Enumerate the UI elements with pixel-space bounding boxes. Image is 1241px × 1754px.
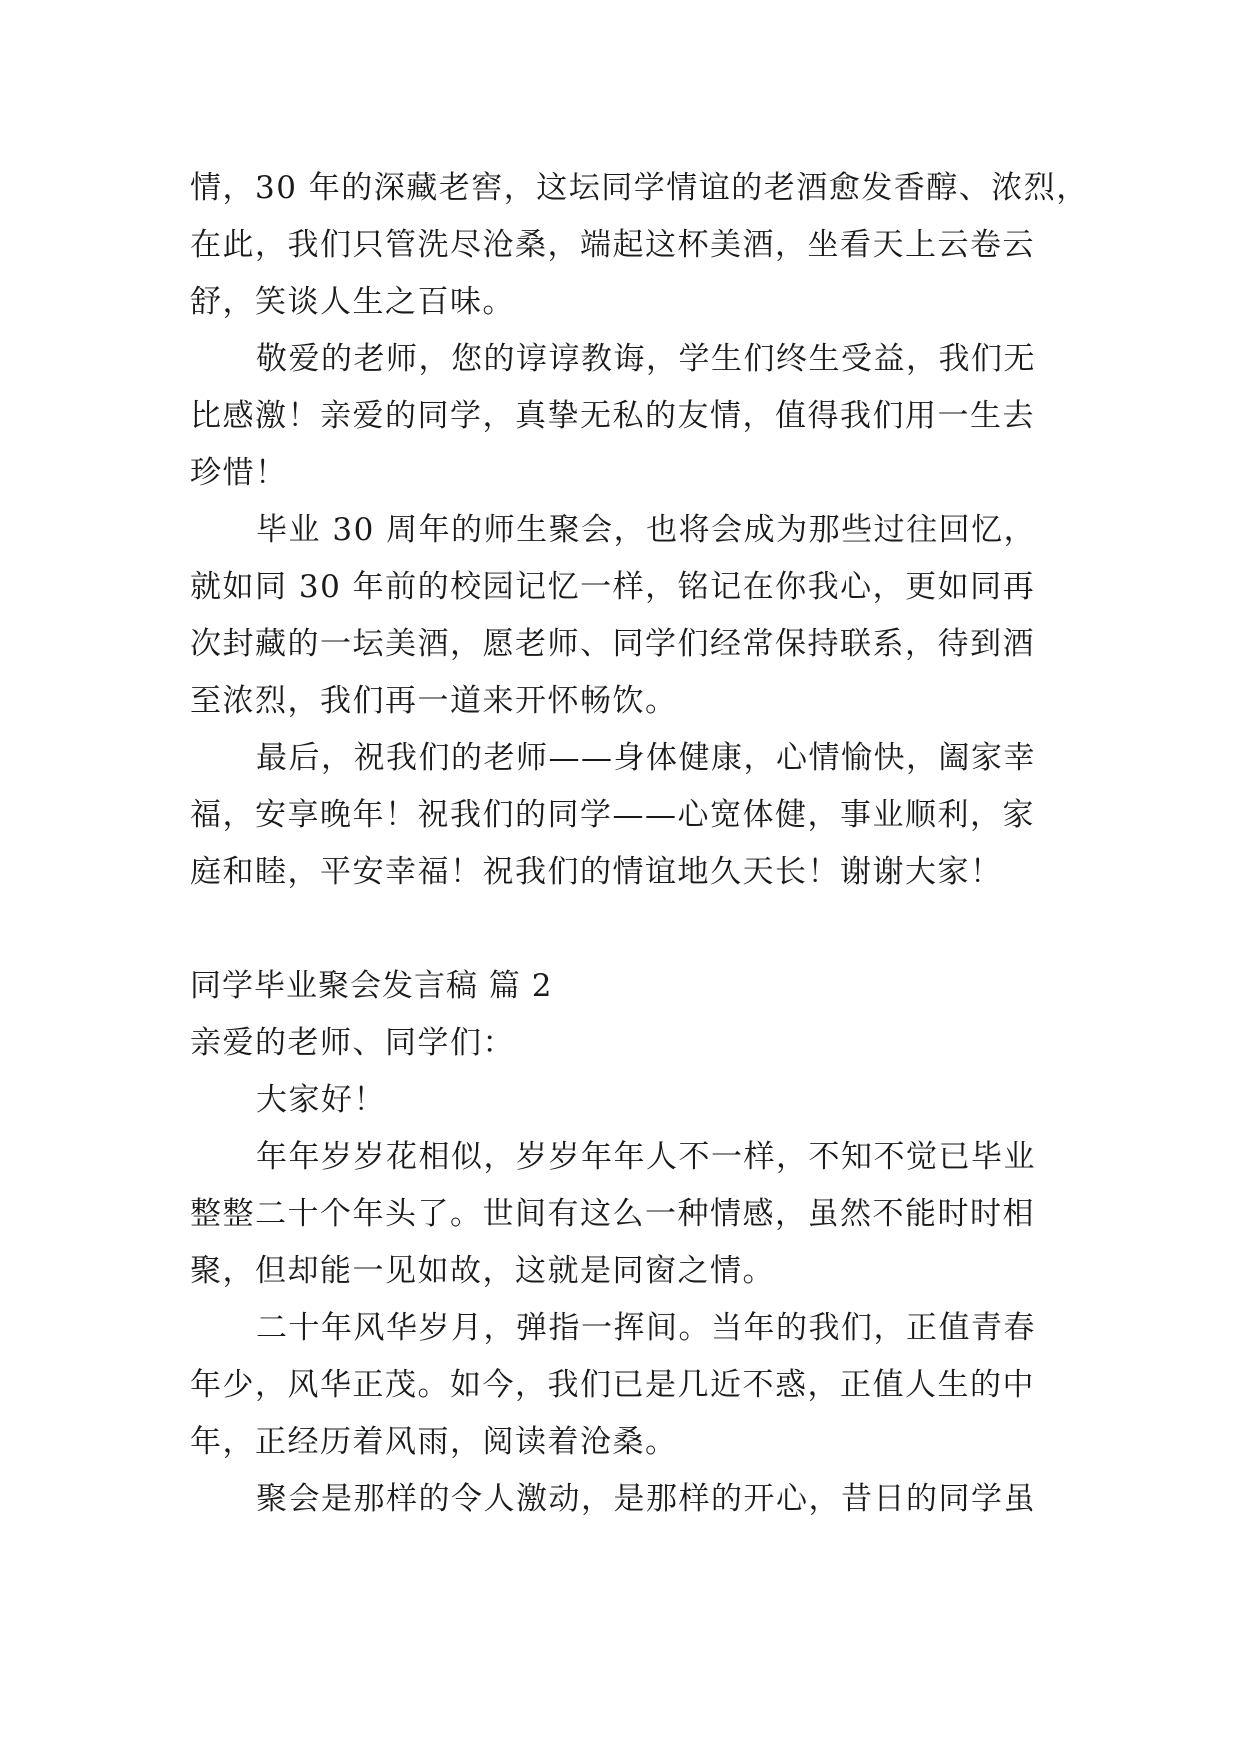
paragraph xyxy=(190,331,1090,502)
text-line: 福，安享晚年！祝我们的同学——心宽体健，事业顺利，家 xyxy=(190,797,1035,833)
document-body xyxy=(190,160,1090,1528)
text-line: 舒，笑谈人生之百味。 xyxy=(190,284,515,320)
text-line: 毕业 30 周年的师生聚会，也将会成为那些过往回忆， xyxy=(256,512,1037,548)
text-line: 最后，祝我们的老师——身体健康，心情愉快，阖家幸 xyxy=(256,740,1036,776)
text-line: 聚会是那样的令人激动，是那样的开心，昔日的同学虽 xyxy=(256,1481,1036,1517)
text-line: 年年岁岁花相似，岁岁年年人不一样，不知不觉已毕业 xyxy=(256,1139,1036,1175)
section-gap xyxy=(190,901,1090,958)
text-line: 二十年风华岁月，弹指一挥间。当年的我们，正值青春 xyxy=(256,1310,1036,1346)
text-line: 至浓烈，我们再一道来开怀畅饮。 xyxy=(190,683,678,719)
text-line: 聚，但却能一见如故，这就是同窗之情。 xyxy=(190,1253,775,1289)
text-line: 珍惜！ xyxy=(190,455,288,491)
text-line: 年少，风华正茂。如今，我们已是几近不惑，正值人生的中 xyxy=(190,1367,1035,1403)
paragraph xyxy=(190,160,1090,331)
paragraph xyxy=(190,1471,1090,1528)
text-line: 整整二十个年头了。世间有这么一种情感，虽然不能时时相 xyxy=(190,1196,1035,1232)
paragraph xyxy=(190,730,1090,901)
paragraph xyxy=(190,1300,1090,1471)
greeting: 大家好！ xyxy=(256,1082,386,1118)
salutation: 亲爱的老师、同学们： xyxy=(190,1025,515,1061)
paragraph xyxy=(190,502,1090,730)
section-title: 同学毕业聚会发言稿 篇 2 xyxy=(190,968,553,1004)
text-line: 次封藏的一坛美酒，愿老师、同学们经常保持联系，待到酒 xyxy=(190,626,1035,662)
text-line: 在此，我们只管洗尽沧桑，端起这杯美酒，坐看天上云卷云 xyxy=(190,227,1035,263)
text-line: 庭和睦，平安幸福！祝我们的情谊地久天长！谢谢大家！ xyxy=(190,854,1003,890)
paragraph xyxy=(190,1129,1090,1300)
text-line: 情，30 年的深藏老窖，这坛同学情谊的老酒愈发香醇、浓烈， xyxy=(190,170,1089,206)
text-line: 敬爱的老师，您的谆谆教诲，学生们终生受益，我们无 xyxy=(256,341,1036,377)
text-line: 就如同 30 年前的校园记忆一样，铭记在你我心，更如同再 xyxy=(190,569,1036,605)
text-line: 年，正经历着风雨，阅读着沧桑。 xyxy=(190,1424,678,1460)
text-line: 比感激！亲爱的同学，真挚无私的友情，值得我们用一生去 xyxy=(190,398,1035,434)
